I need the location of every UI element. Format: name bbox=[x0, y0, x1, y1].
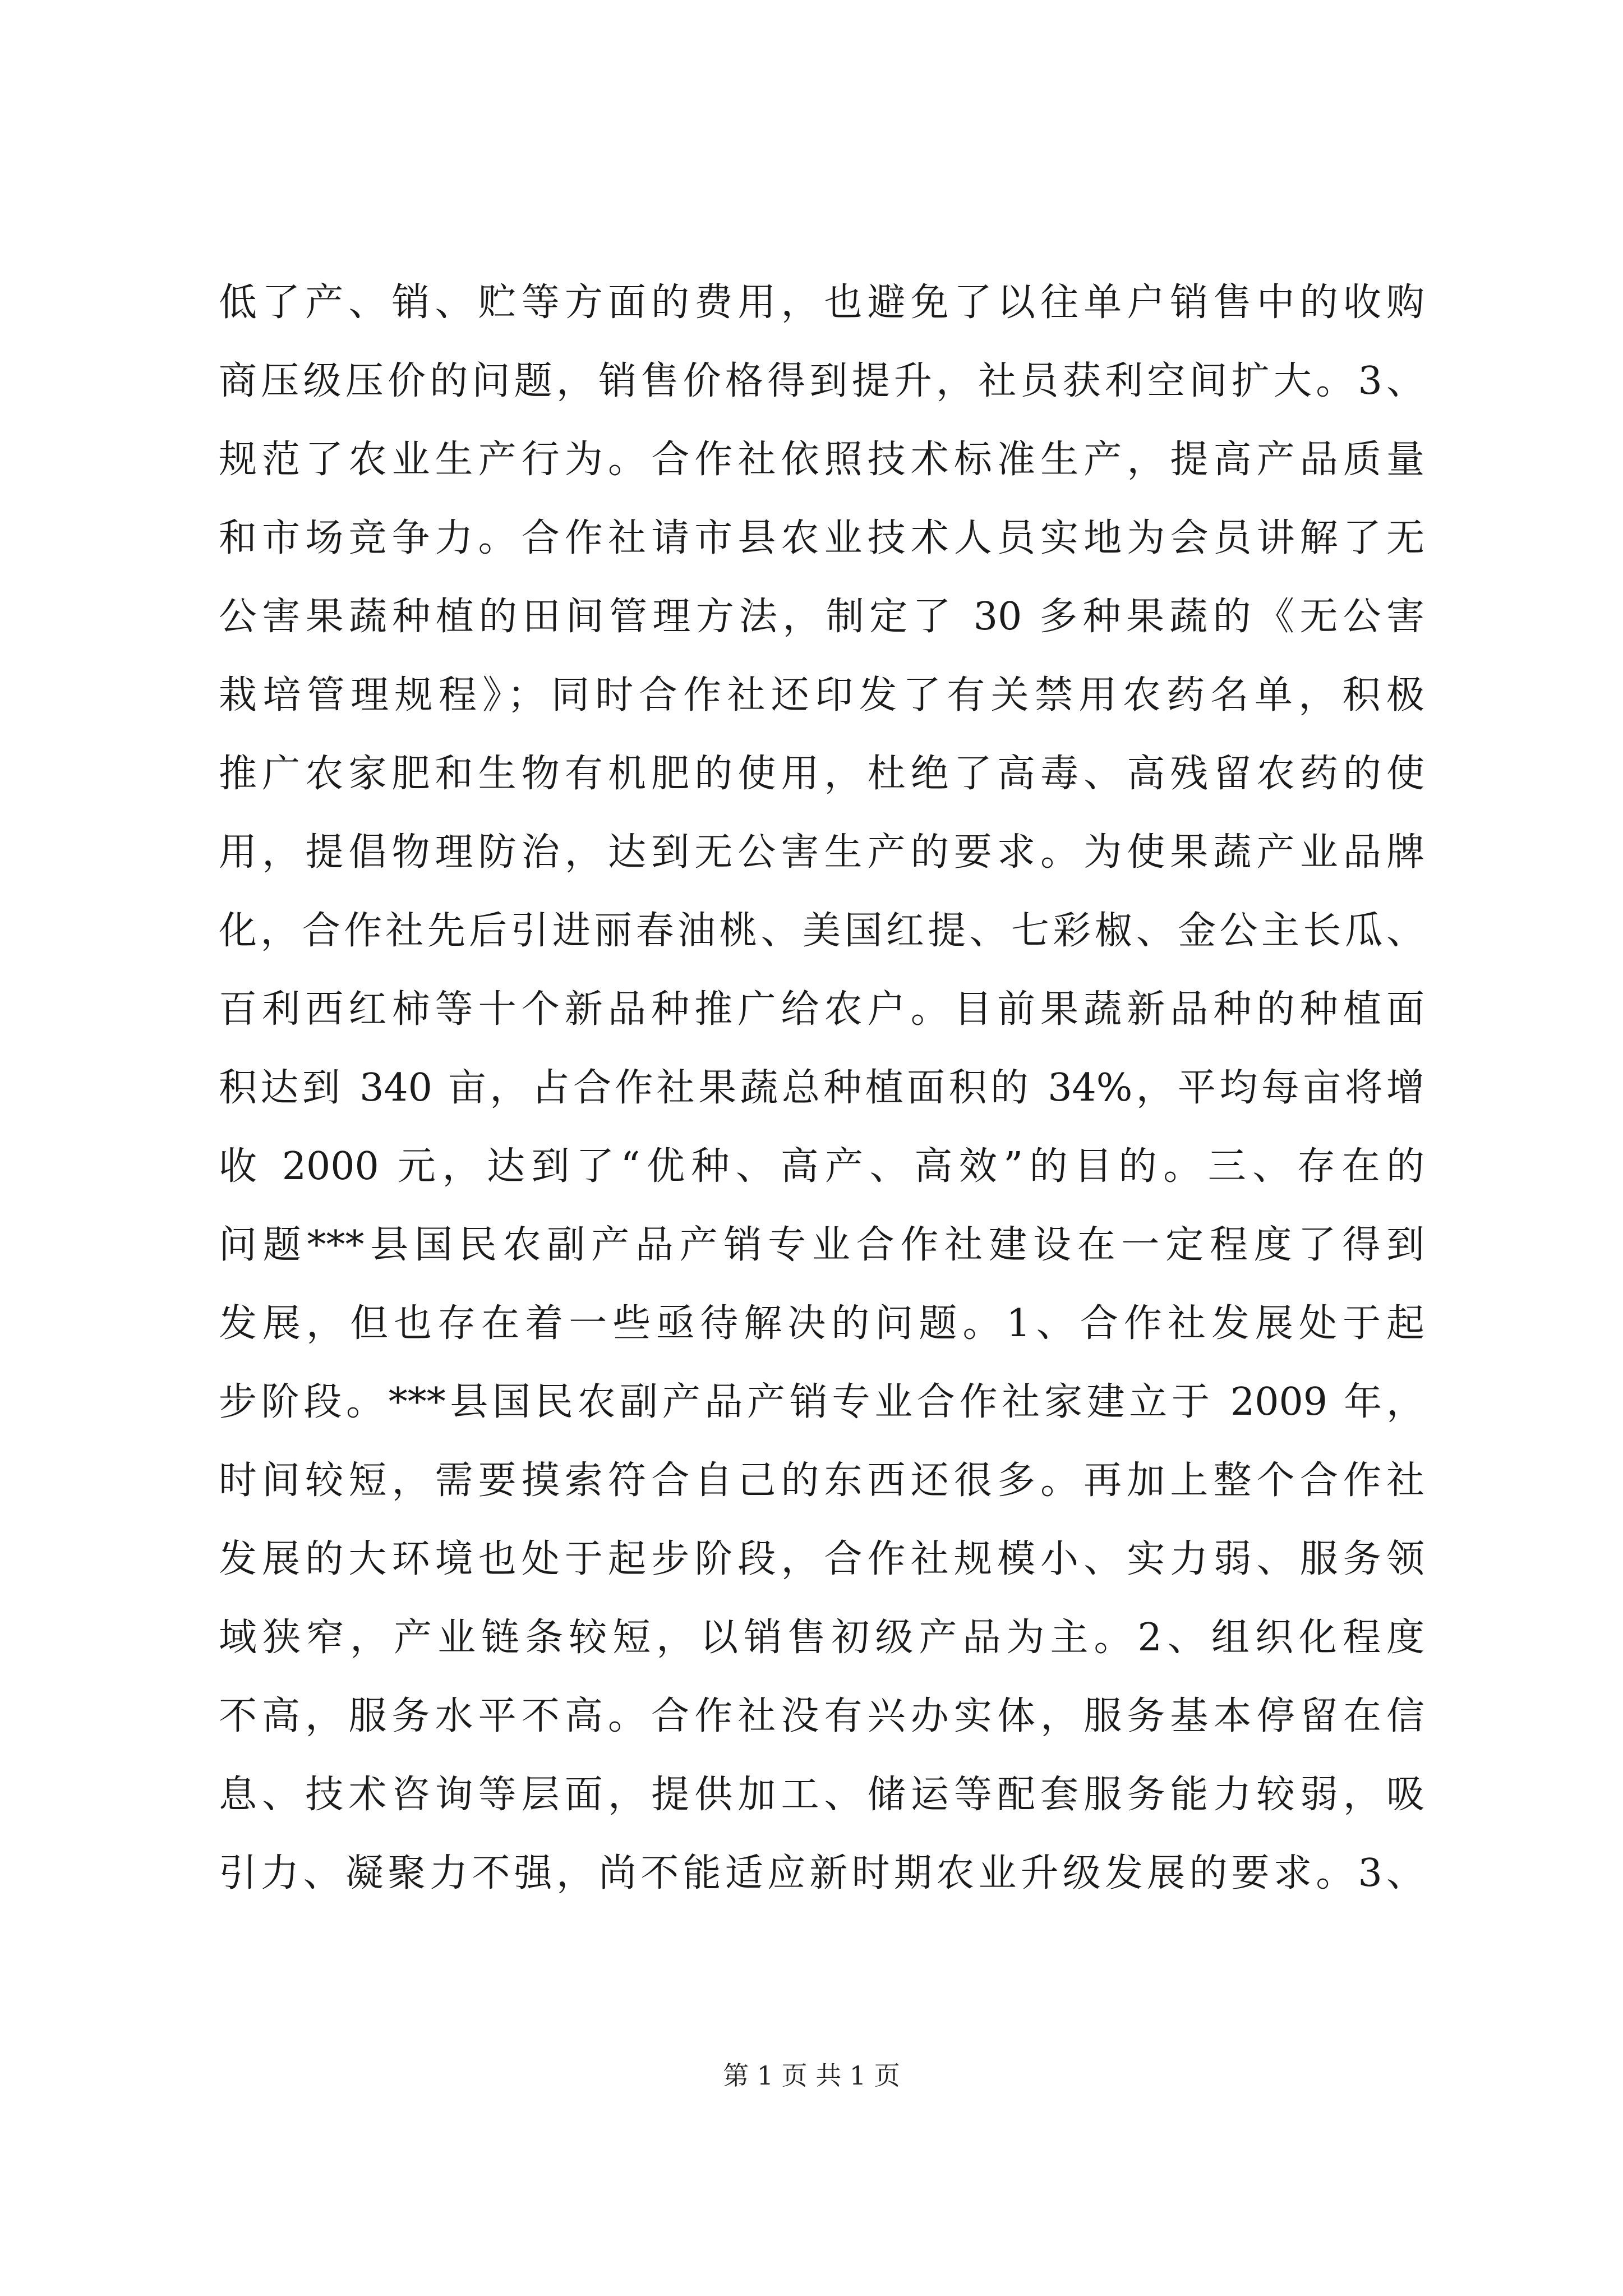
text-line: 收 2000 元，达到了“优种、高产、高效”的目的。三、存在的 bbox=[219, 1144, 1424, 1189]
text-line: 商压级压价的问题，销售价格得到提升，社员获利空间扩大。3、 bbox=[219, 359, 1424, 403]
text-line: 栽培管理规程》；同时合作社还印发了有关禁用农药名单，积极 bbox=[219, 673, 1424, 717]
text-line: 低了产、销、贮等方面的费用，也避免了以往单户销售中的收购 bbox=[219, 280, 1424, 325]
text-line: 引力、凝聚力不强，尚不能适应新时期农业升级发展的要求。3、 bbox=[219, 1851, 1424, 1895]
text-line: 息、技术咨询等层面，提供加工、储运等配套服务能力较弱，吸 bbox=[219, 1773, 1424, 1817]
text-line: 化，合作社先后引进丽春油桃、美国红提、七彩椒、金公主长瓜、 bbox=[219, 909, 1424, 953]
text-line: 积达到 340 亩，占合作社果蔬总种植面积的 34%，平均每亩将增 bbox=[219, 1066, 1424, 1110]
text-line: 步阶段。***县国民农副产品产销专业合作社家建立于 2009 年， bbox=[219, 1380, 1424, 1424]
text-line: 发展的大环境也处于起步阶段，合作社规模小、实力弱、服务领 bbox=[219, 1537, 1424, 1581]
text-line: 和市场竞争力。合作社请市县农业技术人员实地为会员讲解了无 bbox=[219, 516, 1424, 560]
text-line: 用，提倡物理防治，达到无公害生产的要求。为使果蔬产业品牌 bbox=[219, 830, 1424, 875]
text-line: 公害果蔬种植的田间管理方法，制定了 30 多种果蔬的《无公害 bbox=[219, 595, 1424, 639]
text-line: 域狭窄，产业链条较短，以销售初级产品为主。2、组织化程度 bbox=[219, 1616, 1424, 1660]
text-line: 问题***县国民农副产品产销专业合作社建设在一定程度了得到 bbox=[219, 1223, 1424, 1267]
text-line: 规范了农业生产行为。合作社依照技术标准生产，提高产品质量 bbox=[219, 438, 1424, 482]
text-line: 推广农家肥和生物有机肥的使用，杜绝了高毒、高残留农药的使 bbox=[219, 752, 1424, 796]
text-line: 不高，服务水平不高。合作社没有兴办实体，服务基本停留在信 bbox=[219, 1694, 1424, 1738]
text-line: 百利西红柿等十个新品种推广给农户。目前果蔬新品种的种植面 bbox=[219, 987, 1424, 1032]
page-number-footer: 第 1 页 共 1 页 bbox=[723, 2060, 900, 2091]
text-line: 时间较短，需要摸索符合自己的东西还很多。再加上整个合作社 bbox=[219, 1458, 1424, 1503]
text-line: 发展，但也存在着一些亟待解决的问题。1、合作社发展处于起 bbox=[219, 1301, 1424, 1346]
body-text bbox=[219, 264, 1424, 1913]
